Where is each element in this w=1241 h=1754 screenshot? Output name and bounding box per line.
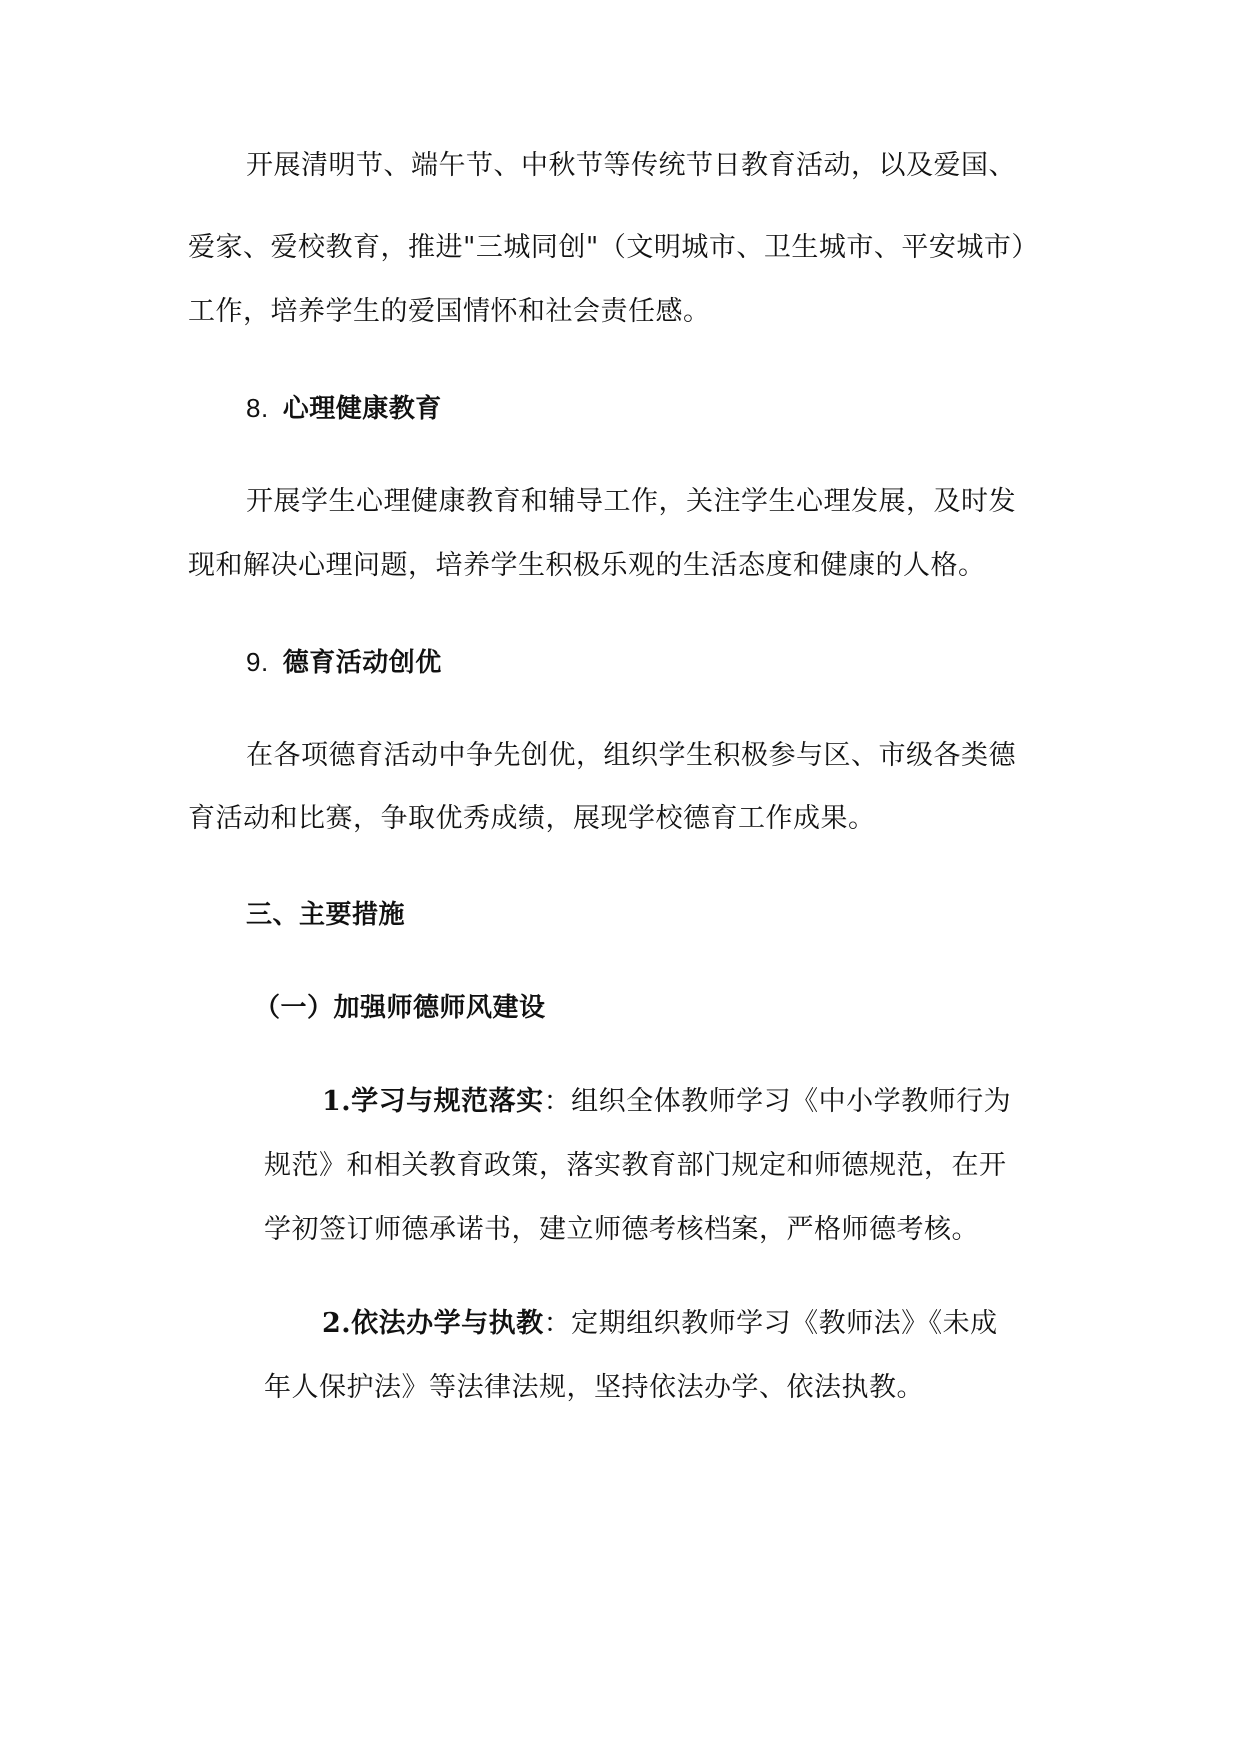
section-number: 8. (246, 393, 269, 423)
section-heading-8 (246, 390, 442, 427)
paragraph-line: 现和解决心理问题，培养学生积极乐观的生活态度和健康的人格。 (188, 550, 986, 581)
part-heading: 三、主要措施 (246, 900, 406, 930)
item-lead: 2.依法办学与执教 (322, 1308, 544, 1339)
paragraph-line: 育活动和比赛，争取优秀成绩，展现学校德育工作成果。 (188, 803, 876, 834)
paragraph-line: 在各项德育活动中争先创优，组织学生积极参与区、市级各类德 (246, 740, 1016, 771)
section-title: 心理健康教育 (282, 394, 442, 424)
section-title: 德育活动创优 (282, 648, 442, 678)
paragraph-line: 工作，培养学生的爱国情怀和社会责任感。 (188, 296, 711, 327)
subsection-heading: （一）加强师德师风建设 (254, 993, 546, 1023)
item-text: ：定期组织教师学习《教师法》《未成 (543, 1308, 998, 1339)
item-lead: 1.学习与规范落实 (322, 1086, 544, 1117)
item-line (322, 1084, 1011, 1120)
paragraph-line: 开展学生心理健康教育和辅导工作，关注学生心理发展，及时发 (246, 486, 1016, 517)
item-line (322, 1306, 998, 1342)
item-text: ：组织全体教师学习《中小学教师行为 (543, 1086, 1012, 1117)
item-line: 学初签订师德承诺书，建立师德考核档案，严格师德考核。 (264, 1214, 979, 1245)
paragraph-line: 开展清明节、端午节、中秋节等传统节日教育活动，以及爱国、 (246, 150, 1016, 181)
item-line: 规范》和相关教育政策，落实教育部门规定和师德规范，在开 (264, 1150, 1007, 1181)
section-number: 9. (246, 647, 269, 677)
section-heading-9 (246, 644, 442, 681)
paragraph-line: 爱家、爱校教育，推进"三城同创"（文明城市、卫生城市、平安城市） (188, 232, 1039, 263)
item-line: 年人保护法》等法律法规，坚持依法办学、依法执教。 (264, 1372, 924, 1403)
